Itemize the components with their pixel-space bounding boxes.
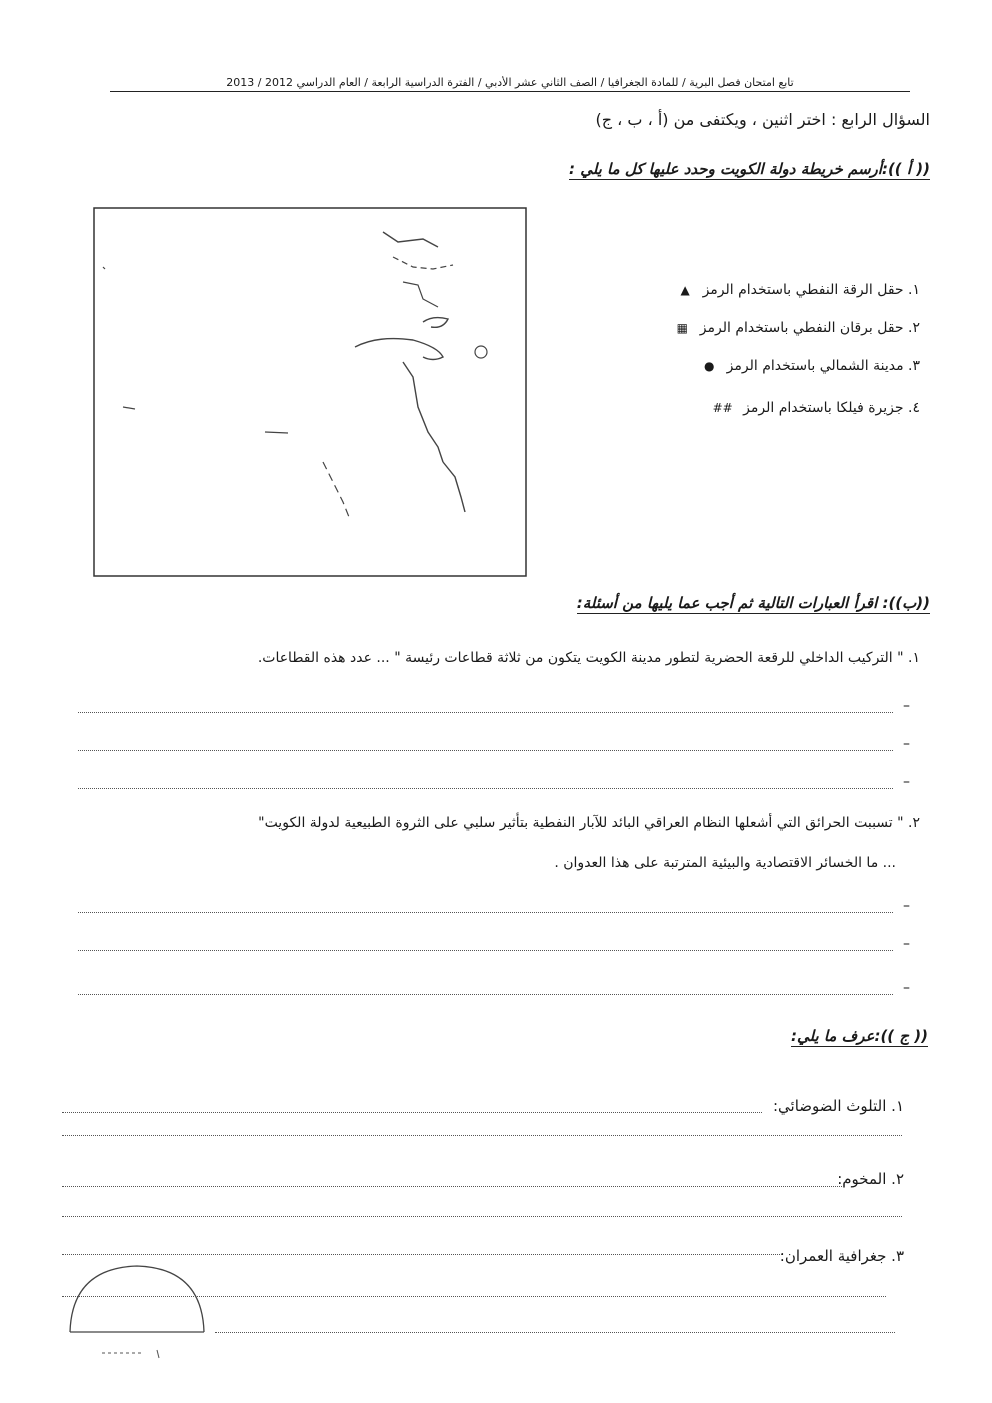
answer-line[interactable]	[78, 712, 893, 713]
answer-line[interactable]	[78, 994, 893, 995]
answer-line[interactable]	[62, 1216, 902, 1217]
answer-dash: –	[903, 774, 910, 790]
kuwait-map-sketch	[93, 207, 527, 577]
answer-line[interactable]	[62, 1254, 782, 1255]
answer-line[interactable]	[78, 788, 893, 789]
triangle-icon: ▲	[680, 283, 690, 297]
answer-line[interactable]	[215, 1332, 895, 1333]
hash-icon: ##	[712, 401, 733, 415]
hatched-square-icon: ▦	[676, 321, 688, 335]
stamp-icon	[62, 1260, 212, 1380]
part-b-question-2: ٢. " تسببت الحرائق التي أشعلها النظام العراقي البائد للآبار النفطية بتأثير سلبي على الثروة الطبيعية لدولة الكويت"	[258, 815, 920, 831]
answer-line[interactable]	[62, 1112, 762, 1113]
question-title: السؤال الرابع : اختر اثنين ، ويكتفى من (أ ، ب ، ج)	[595, 110, 930, 129]
legend-item-city: ٣. مدينة الشمالي باستخدام الرمز ●	[703, 358, 920, 374]
answer-dash: –	[903, 698, 910, 714]
legend-item-burgan: ٢. حقل برقان النفطي باستخدام الرمز ▦	[676, 320, 920, 336]
dot-icon: ●	[703, 359, 715, 373]
legend-item-failaka: ٤. جزيرة فيلكا باستخدام الرمز ##	[712, 400, 920, 416]
answer-dash: –	[903, 898, 910, 914]
part-b-question-2-sub: ... ما الخسائر الاقتصادية والبيئية المترتبة على هذا العدوان .	[554, 855, 896, 871]
answer-line[interactable]	[78, 750, 893, 751]
answer-line[interactable]	[78, 912, 893, 913]
answer-dash: –	[903, 980, 910, 996]
answer-dash: –	[903, 736, 910, 752]
definition-label-urban-geography: ٣. جغرافية العمران:	[779, 1247, 904, 1265]
legend-item-raqqa: ١. حقل الرقة النفطي باستخدام الرمز ▲	[678, 282, 920, 298]
part-a-title: (( أ )):أرسم خريطة دولة الكويت وحدد عليها كل ما يلي :	[568, 160, 930, 178]
answer-line[interactable]	[78, 950, 893, 951]
definition-label-takhoom: ٢. المخوم:	[837, 1170, 904, 1188]
kuwait-map-box	[93, 207, 527, 577]
grade-stamp	[62, 1260, 212, 1380]
answer-dash: –	[903, 936, 910, 952]
part-c-title: (( ج )):عرف ما يلي:	[790, 1027, 928, 1045]
answer-line[interactable]	[62, 1186, 842, 1187]
answer-line[interactable]	[62, 1135, 902, 1136]
exam-header: تابع امتحان فصل البرية / للمادة الجغرافيا / الصف الثاني عشر الأدبي / الفترة الدراسية الرابعة / العام الدراسي 2012 / 2013	[110, 76, 910, 92]
definition-label-noise-pollution: ١. التلوث الضوضائي:	[773, 1097, 904, 1115]
part-b-title: ((ب)): اقرأ العبارات التالية ثم أجب عما يليها من أسئلة:	[576, 594, 930, 612]
part-b-question-1: ١. " التركيب الداخلي للرقعة الحضرية لتطور مدينة الكويت يتكون من ثلاثة قطاعات رئيسة " ... عدد هذه القطاعات.	[257, 650, 920, 666]
